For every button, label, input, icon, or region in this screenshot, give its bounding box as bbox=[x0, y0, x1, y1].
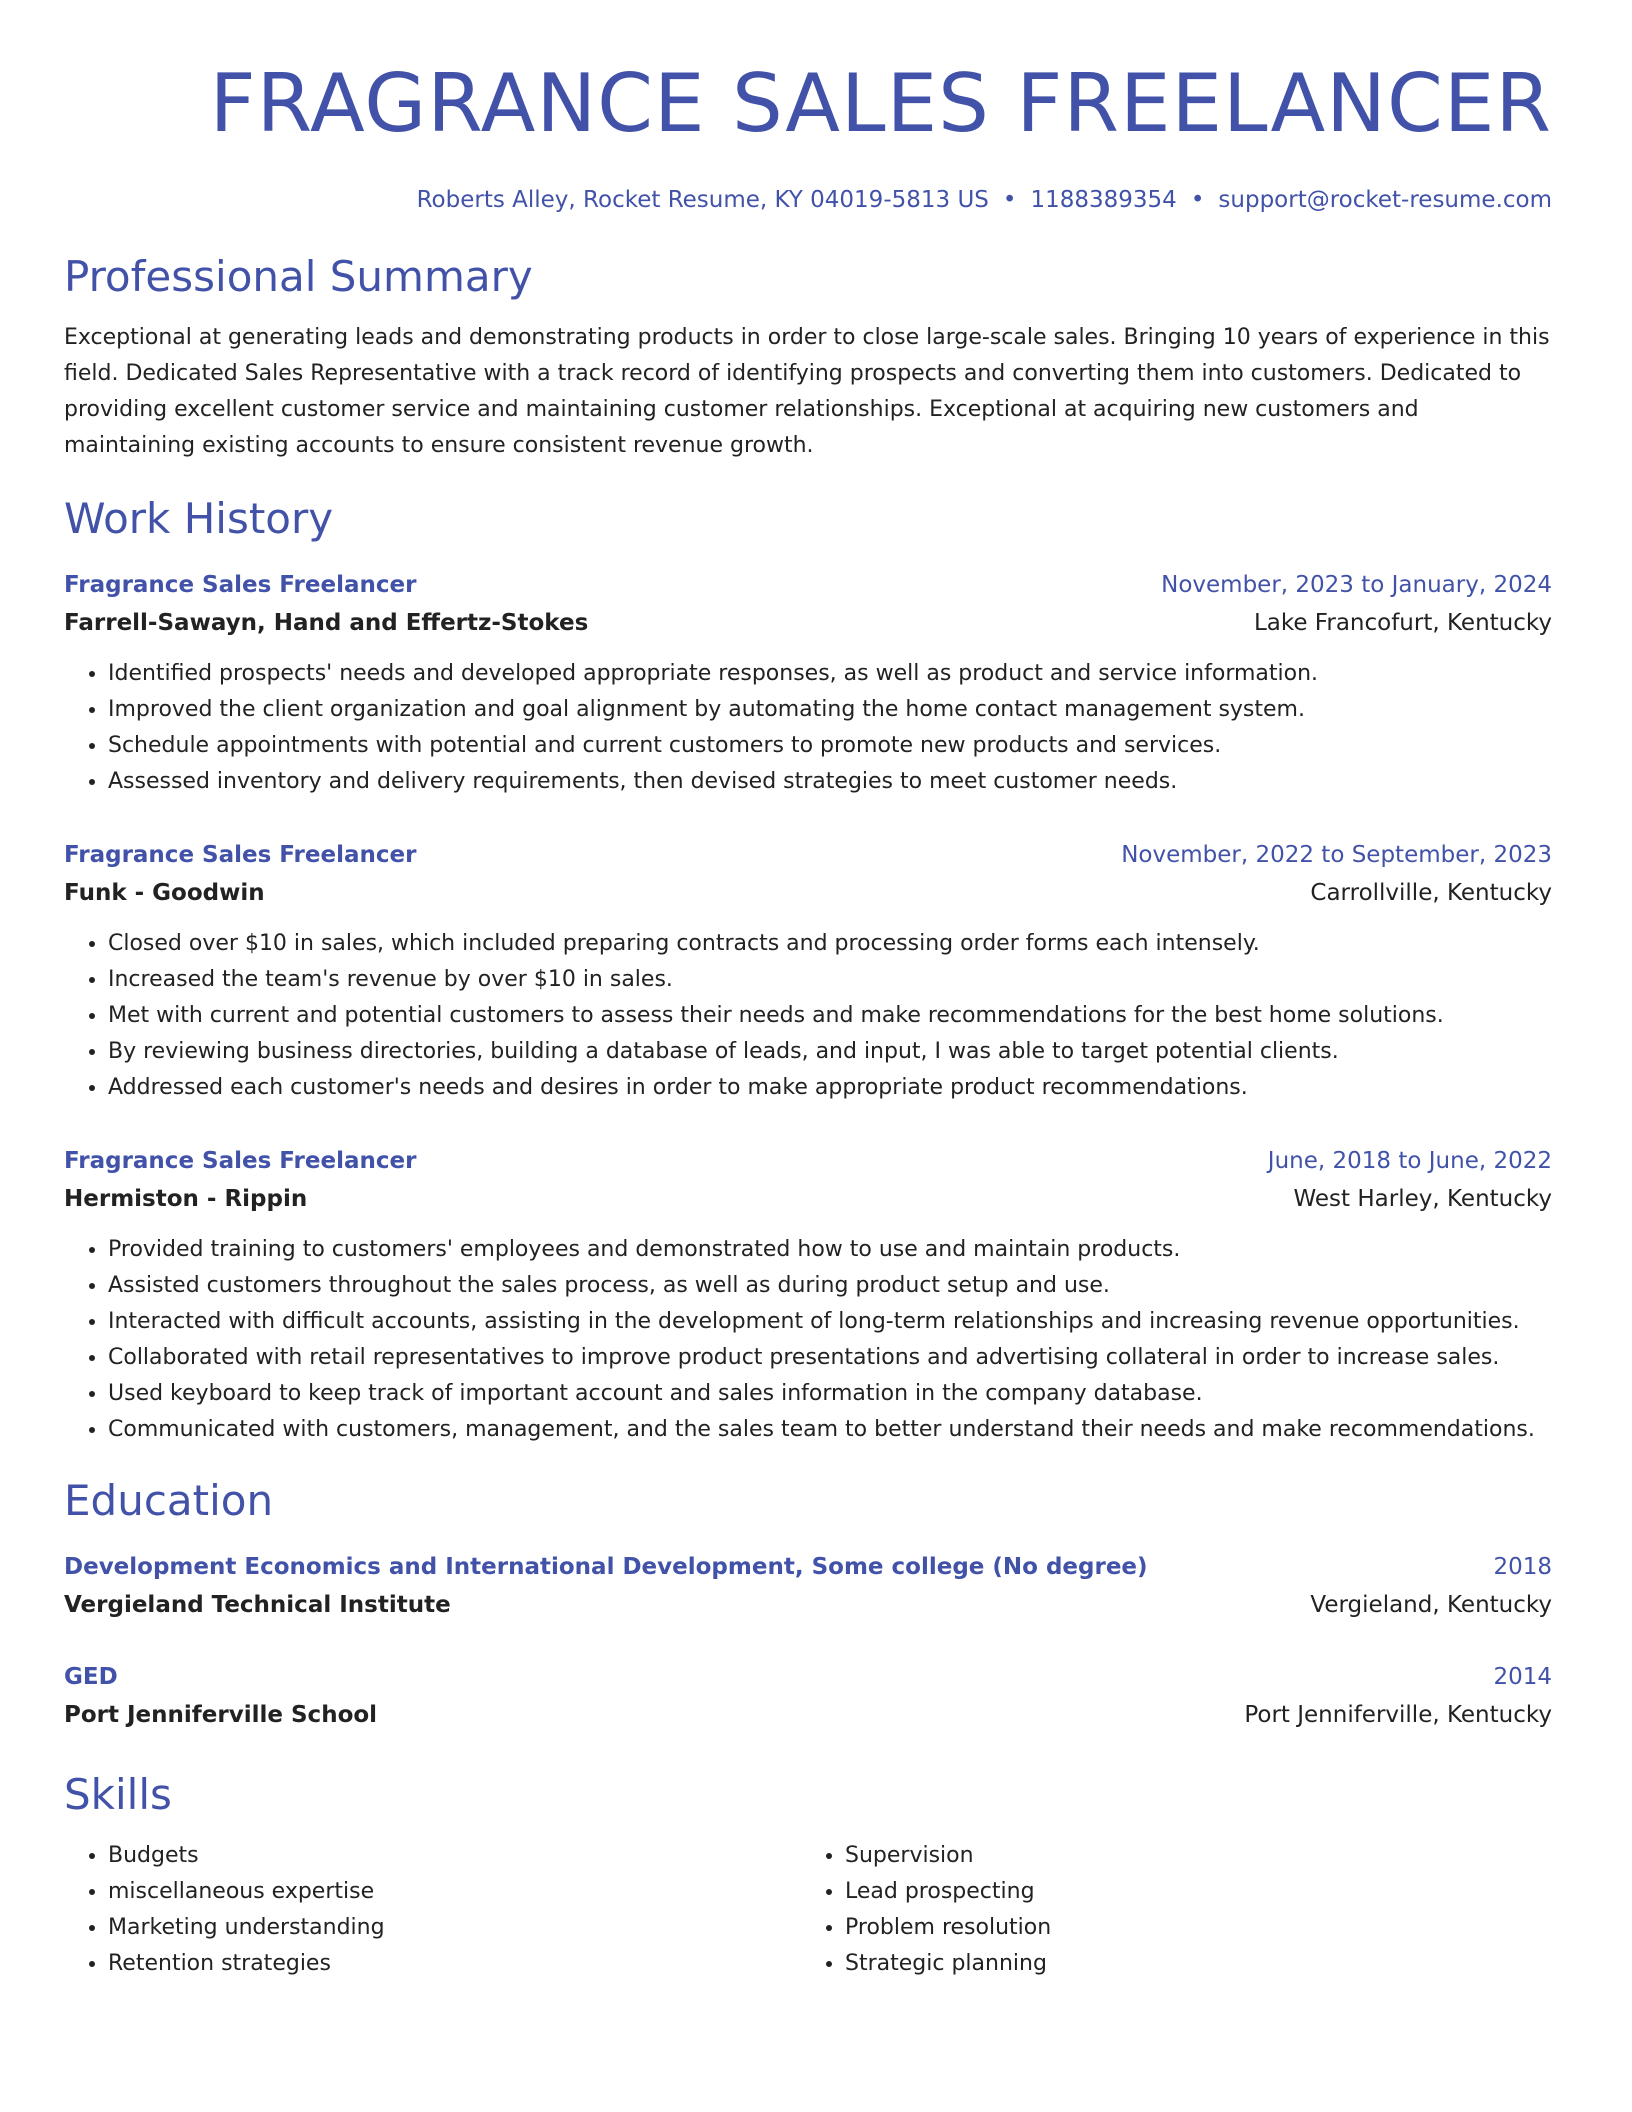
education-entry bbox=[64, 1658, 1552, 1734]
address: Roberts Alley, Rocket Resume, KY 04019-5813 US bbox=[416, 187, 989, 213]
graduation-year: 2018 bbox=[1493, 1554, 1552, 1580]
skills-grid bbox=[64, 1838, 1552, 1982]
skills-column-left bbox=[64, 1838, 801, 1982]
skill-item: • miscellaneous expertise bbox=[108, 1874, 801, 1910]
job-bullets bbox=[64, 926, 1552, 1106]
list-item: • Assessed inventory and delivery requirements, then devised strategies to meet customer needs. bbox=[108, 764, 1552, 800]
skill-item: • Budgets bbox=[108, 1838, 801, 1874]
job-dates: November, 2022 to September, 2023 bbox=[1121, 842, 1552, 868]
job-location: Carrollville, Kentucky bbox=[1310, 880, 1552, 906]
section-title-summary: Professional Summary bbox=[64, 252, 533, 301]
list-item: • Increased the team's revenue by over $10 in sales. bbox=[108, 962, 1552, 998]
job-dates: June, 2018 to June, 2022 bbox=[1267, 1148, 1552, 1174]
skill-item: • Marketing understanding bbox=[108, 1910, 801, 1946]
skill-item: • Supervision bbox=[845, 1838, 1538, 1874]
skill-item: • Lead prospecting bbox=[845, 1874, 1538, 1910]
list-item: • Used keyboard to keep track of important account and sales information in the company database. bbox=[108, 1376, 1552, 1412]
job-location: Lake Francofurt, Kentucky bbox=[1253, 610, 1552, 636]
job-company: Hermiston - Rippin bbox=[64, 1186, 308, 1212]
summary-section bbox=[64, 250, 1552, 464]
graduation-year: 2014 bbox=[1493, 1664, 1552, 1690]
job-bullets bbox=[64, 1232, 1552, 1448]
list-item: • Improved the client organization and goal alignment by automating the home contact management system. bbox=[108, 692, 1552, 728]
list-item: • Met with current and potential customers to assess their needs and make recommendations for the best home solutions. bbox=[108, 998, 1552, 1034]
skill-item: • Retention strategies bbox=[108, 1946, 801, 1982]
skill-item: • Problem resolution bbox=[845, 1910, 1538, 1946]
separator-dot: • bbox=[1190, 187, 1205, 213]
phone: 1188389354 bbox=[1030, 187, 1177, 213]
job-company: Funk - Goodwin bbox=[64, 880, 265, 906]
section-title-skills: Skills bbox=[64, 1770, 172, 1819]
degree: Development Economics and International Development, Some college (No degree) bbox=[64, 1554, 1148, 1580]
school-name: Port Jenniferville School bbox=[64, 1702, 378, 1728]
summary-text: Exceptional at generating leads and demonstrating products in order to close large-scale sales. Bringing 10 years of experience in this field. Dedicated Sales Representative with a track record of identifying prospects and converting them into customers. Dedicated to providing excellent customer service and maintaining customer relationships. Exceptional at acquiring new customers and maintaining existing accounts to ensure consistent revenue growth. bbox=[64, 325, 1550, 458]
skills-column-right bbox=[801, 1838, 1538, 1982]
list-item: • Communicated with customers, management, and the sales team to better understand their needs and make recommendations. bbox=[108, 1412, 1552, 1448]
list-item: • Identified prospects' needs and developed appropriate responses, as well as product and service information. bbox=[108, 656, 1552, 692]
candidate-title: FRAGRANCE SALES FREELANCER bbox=[209, 57, 1552, 150]
list-item: • Addressed each customer's needs and desires in order to make appropriate product recommendations. bbox=[108, 1070, 1552, 1106]
list-item: • Schedule appointments with potential and current customers to promote new products and services. bbox=[108, 728, 1552, 764]
work-history-section bbox=[64, 492, 1552, 1448]
email: support@rocket-resume.com bbox=[1218, 187, 1552, 213]
section-title-education: Education bbox=[64, 1476, 274, 1525]
job-entry bbox=[64, 566, 1552, 800]
list-item: • Interacted with difficult accounts, assisting in the development of long-term relationships and increasing revenue opportunities. bbox=[108, 1304, 1552, 1340]
job-bullets bbox=[64, 656, 1552, 800]
skills-section bbox=[64, 1768, 1552, 1982]
job-location: West Harley, Kentucky bbox=[1293, 1186, 1552, 1212]
job-entry bbox=[64, 1142, 1552, 1448]
list-item: • Assisted customers throughout the sales process, as well as during product setup and use. bbox=[108, 1268, 1552, 1304]
resume-header bbox=[64, 52, 1552, 216]
school-name: Vergieland Technical Institute bbox=[64, 1592, 451, 1618]
separator-dot: • bbox=[1002, 187, 1017, 213]
job-dates: November, 2023 to January, 2024 bbox=[1161, 572, 1552, 598]
job-role: Fragrance Sales Freelancer bbox=[64, 842, 417, 868]
job-role: Fragrance Sales Freelancer bbox=[64, 1148, 417, 1174]
list-item: • Provided training to customers' employees and demonstrated how to use and maintain products. bbox=[108, 1232, 1552, 1268]
section-title-work-history: Work History bbox=[64, 494, 334, 543]
job-role: Fragrance Sales Freelancer bbox=[64, 572, 417, 598]
education-section bbox=[64, 1474, 1552, 1734]
job-entry bbox=[64, 836, 1552, 1106]
list-item: • Closed over $10 in sales, which included preparing contracts and processing order forms each intensely. bbox=[108, 926, 1552, 962]
skill-item: • Strategic planning bbox=[845, 1946, 1538, 1982]
list-item: • By reviewing business directories, building a database of leads, and input, I was able to target potential clients. bbox=[108, 1034, 1552, 1070]
school-location: Vergieland, Kentucky bbox=[1310, 1592, 1552, 1618]
education-entry bbox=[64, 1548, 1552, 1624]
contact-line bbox=[64, 184, 1552, 216]
job-company: Farrell-Sawayn, Hand and Effertz-Stokes bbox=[64, 610, 589, 636]
degree: GED bbox=[64, 1664, 118, 1690]
list-item: • Collaborated with retail representatives to improve product presentations and advertising collateral in order to increase sales. bbox=[108, 1340, 1552, 1376]
school-location: Port Jenniferville, Kentucky bbox=[1244, 1702, 1552, 1728]
